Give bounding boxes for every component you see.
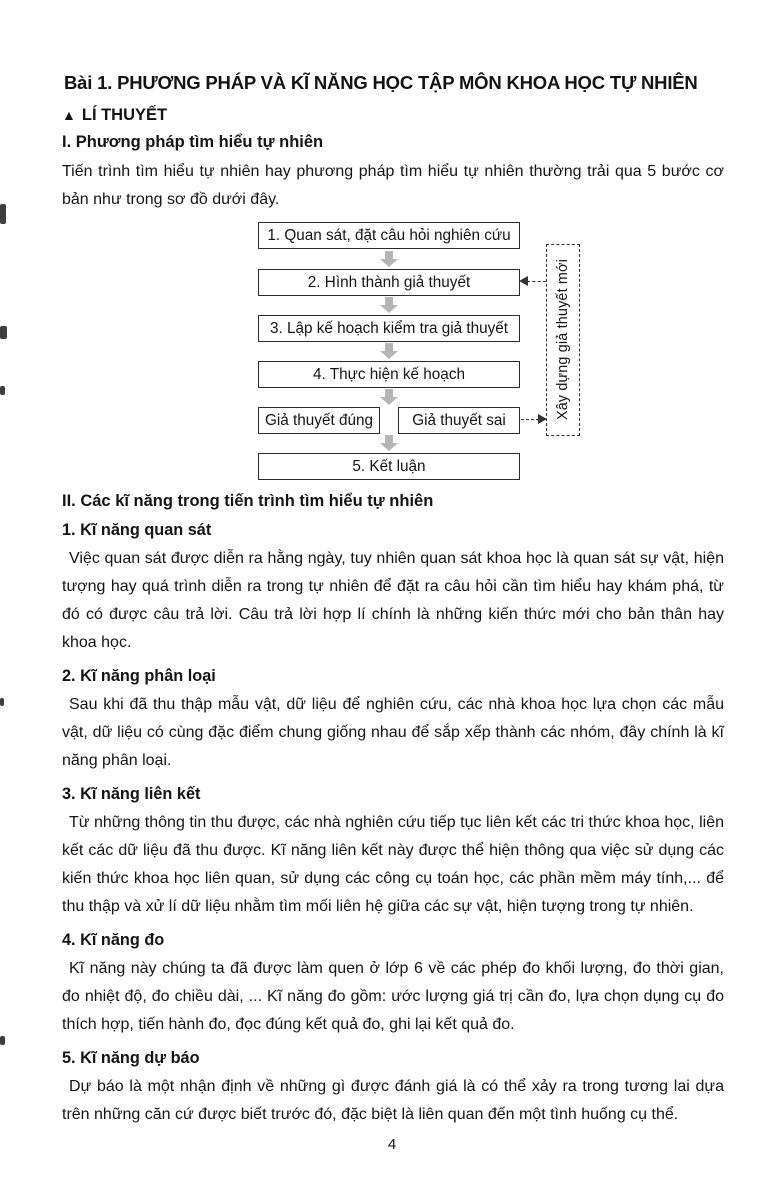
arrow-down-icon: [380, 435, 398, 451]
skill-block-1: [62, 517, 724, 657]
skill-block-3: [62, 781, 724, 921]
page-number: 4: [387, 1136, 397, 1153]
skill-4-body: Kĩ năng này chúng ta đã được làm quen ở lớp 6 về các phép đo khối lượng, đo thời gian, đo nhiệt độ, đo chiều dài, ... Kĩ năng đo gồm: ước lượng giá trị cần đo, lựa chọn dụng cụ đo thích hợp, tiến hành đo, đọc đúng kết quả đo, ghi lại kết quả đo.: [62, 960, 724, 1033]
flowchart-step-1: 1. Quan sát, đặt câu hỏi nghiên cứu: [258, 222, 520, 249]
skill-2-body: Sau khi đã thu thập mẫu vật, dữ liệu để nghiên cứu, các nhà khoa học lựa chọn các mẫu vật, dữ liệu có cùng đặc điểm chung giống nhau để sắp xếp thành các nhóm, đây chính là kĩ năng phân loại.: [62, 696, 724, 769]
page-content: [62, 72, 724, 1131]
skill-5-heading: 5. Kĩ năng dự báo: [62, 1049, 200, 1067]
theory-label-text: LÍ THUYẾT: [81, 106, 168, 124]
method-flowchart: [62, 222, 724, 484]
flowchart-branch-hypothesis-true: Giả thuyết đúng: [258, 407, 380, 434]
skill-4-heading: 4. Kĩ năng đo: [62, 931, 165, 949]
flowchart-side-box-new-hypothesis: [546, 244, 580, 436]
arrow-down-icon: [380, 389, 398, 405]
skill-block-4: [62, 927, 724, 1039]
dashed-connector-from-false-branch: [521, 419, 539, 420]
skill-block-5: [62, 1045, 724, 1129]
flowchart-step-3: 3. Lập kế hoạch kiểm tra giả thuyết: [258, 315, 520, 342]
flowchart-step-5: 5. Kết luận: [258, 453, 520, 480]
section-2-heading: II. Các kĩ năng trong tiến trình tìm hiểu tự nhiên: [62, 492, 434, 510]
flowchart-branch-hypothesis-false: Giả thuyết sai: [398, 407, 520, 434]
dashed-arrowhead-right-icon: [538, 414, 547, 424]
scan-artifact: [0, 386, 5, 395]
side-box-label: Xây dựng giả thuyết mới: [555, 259, 571, 421]
flowchart-step-2: 2. Hình thành giả thuyết: [258, 269, 520, 296]
triangle-icon: ▲: [62, 107, 76, 123]
dashed-connector-to-step2: [527, 281, 546, 282]
dashed-arrowhead-left-icon: [519, 276, 528, 286]
lesson-title: Bài 1. PHƯƠNG PHÁP VÀ KĨ NĂNG HỌC TẬP MÔN KHOA HỌC TỰ NHIÊN: [64, 72, 698, 93]
theory-section-label: [62, 106, 724, 125]
skill-2-heading: 2. Kĩ năng phân loại: [62, 667, 216, 685]
skill-block-2: [62, 663, 724, 775]
section-1-heading: I. Phương pháp tìm hiểu tự nhiên: [62, 133, 324, 151]
flowchart-step-4: 4. Thực hiện kế hoạch: [258, 361, 520, 388]
skill-3-body: Từ những thông tin thu được, các nhà nghiên cứu tiếp tục liên kết các tri thức khoa học, liên kết các dữ liệu đã thu được. Kĩ năng liên kết này được thể hiện thông qua việc sử dụng các kiến thức khoa học liên quan, sử dụng các công cụ toán học, các phần mềm máy tính,... để thu thập và xử lí dữ liệu nhằm tìm mối liên hệ giữa các sự vật, hiện tượng trong tự nhiên.: [62, 814, 724, 915]
arrow-down-icon: [380, 343, 398, 359]
scan-artifact: [0, 1036, 5, 1045]
arrow-down-icon: [380, 297, 398, 313]
section-1-intro: Tiến trình tìm hiểu tự nhiên hay phương pháp tìm hiểu tự nhiên thường trải qua 5 bước cơ bản như trong sơ đồ dưới đây.: [62, 163, 724, 208]
skill-5-body: Dự báo là một nhận định về những gì được đánh giá là có thể xảy ra trong tương lai dựa trên những căn cứ được biết trước đó, đặc biệt là liên quan đến một tình huống cụ thể.: [62, 1078, 724, 1123]
scan-artifact: [0, 326, 7, 339]
arrow-down-icon: [380, 251, 398, 267]
skill-1-heading: 1. Kĩ năng quan sát: [62, 521, 212, 539]
scan-artifact: [0, 204, 6, 224]
scan-artifact: [0, 698, 4, 706]
skill-1-body: Việc quan sát được diễn ra hằng ngày, tuy nhiên quan sát khoa học là quan sát sự vật, hiện tượng hay quá trình diễn ra trong tự nhiên để đặt ra câu hỏi cần tìm hiểu hay khám phá, từ đó có được câu trả lời. Câu trả lời hợp lí chính là những kiến thức mới cho bản thân hay khoa học.: [62, 550, 724, 651]
skill-3-heading: 3. Kĩ năng liên kết: [62, 785, 201, 803]
